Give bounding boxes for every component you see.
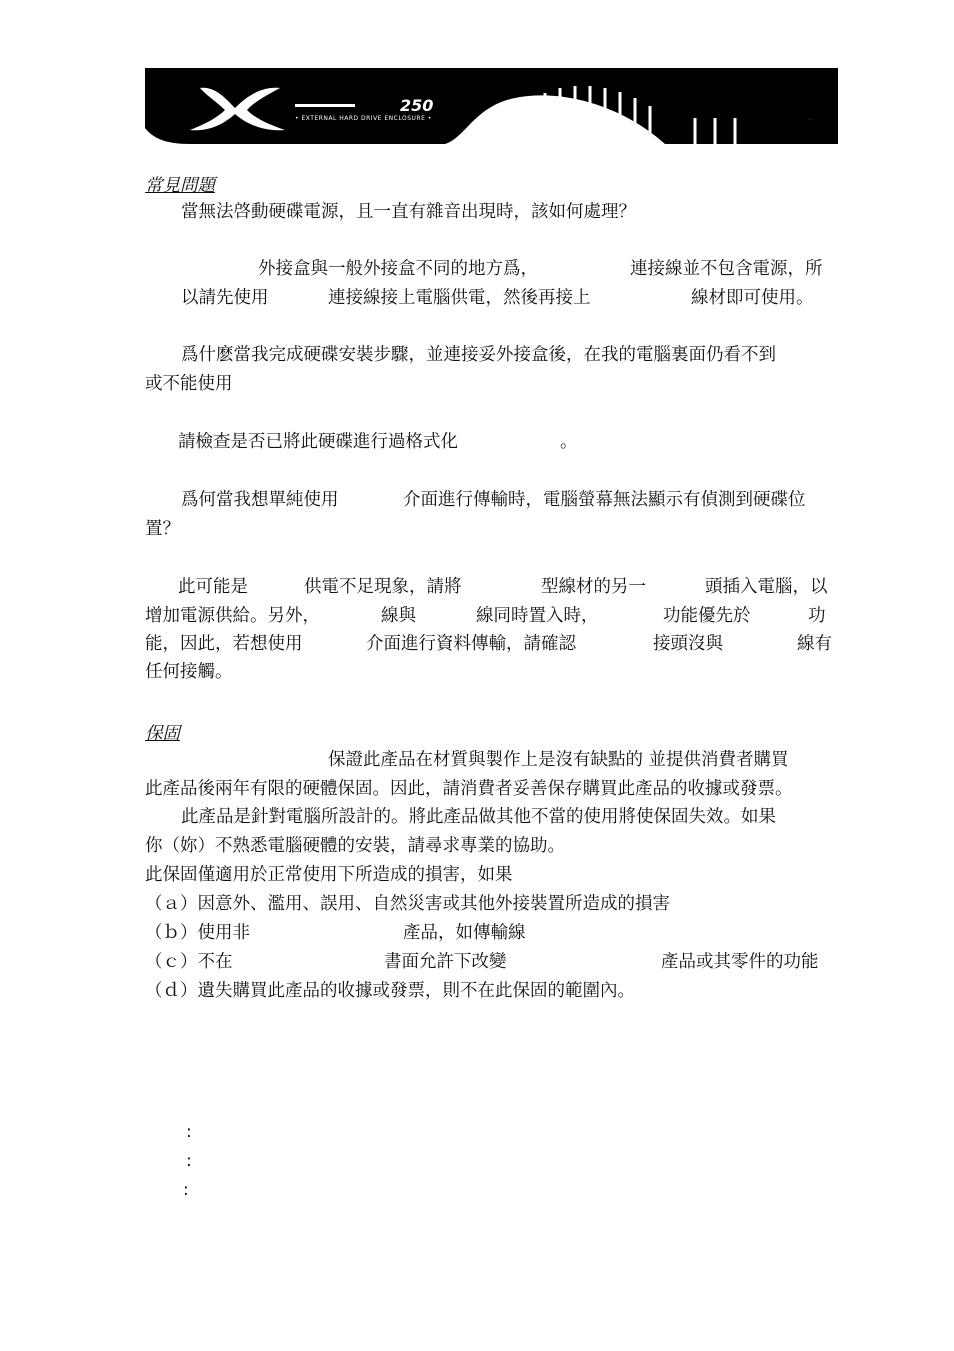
warranty-item-b: 產品，如傳輸線 [403,923,526,943]
faq-answer-1: 連接線接上電腦供電，然後再接上 [328,288,591,308]
faq-answer-3: 能，因此，若想使用 [145,634,303,654]
faq-question-3: 介面進行傳輸時，電腦螢幕無法顯示有偵測到硬碟位 [403,490,806,510]
faq-answer-1: 以請先使用 [181,288,269,308]
faq-answer-3: 任何接觸。 [145,662,233,682]
faq-answer-3: 增加電源供給。另外， [145,606,320,626]
faq-answer-3: 型線材的另一 [541,577,646,597]
warranty-paragraph: 此產品後兩年有限的硬體保固。因此，請消費者妥善保存購買此產品的收據或發票。 [145,779,793,799]
faq-answer-3: 頭插入電腦，以 [705,577,828,597]
faq-answer-3: 此可能是 [178,577,248,597]
logo-subtitle: • EXTERNAL HARD DRIVE ENCLOSURE • [295,115,432,122]
faq-question-2: 爲什麽當我完成硬碟安裝步驟，並連接妥外接盒後，在我的電腦裏面仍看不到 [181,345,776,365]
contact-colon: : [183,1180,189,1200]
faq-question-2: 或不能使用 [145,374,233,394]
faq-answer-1: 外接盒與一般外接盒不同的地方爲， [258,259,538,279]
header-banner [145,68,838,148]
warranty-paragraph: 此產品是針對電腦所設計的。將此產品做其他不當的使用將使保固失效。如果 [181,807,776,827]
faq-answer-3: 功能優先於 [663,606,751,626]
warranty-item-c: （ｃ）不在 [145,952,233,972]
warranty-item-b: （ｂ）使用非 [145,923,250,943]
faq-question-3: 爲何當我想單純使用 [181,490,339,510]
faq-answer-2: 。 [560,432,578,452]
faq-question-1: 當無法啓動硬碟電源，且一直有雜音出現時，該如何處理？ [181,202,636,222]
faq-answer-3: 介面進行資料傳輸，請確認 [366,634,576,654]
logo-text: 250 [400,96,434,115]
contact-colon: : [186,1122,192,1142]
faq-answer-3: 功 [808,606,826,626]
faq-question-3: 置？ [145,519,180,539]
warranty-title: 保固 [145,724,180,744]
warranty-item-c: 書面允許下改變 [384,952,507,972]
warranty-paragraph: 你（妳）不熟悉電腦硬體的安裝，請尋求專業的協助。 [145,836,565,856]
faq-answer-2: 請檢查是否已將此硬碟進行過格式化 [178,432,458,452]
faq-answer-3: 接頭沒與 [653,634,723,654]
faq-answer-3: 供電不足現象，請將 [304,577,462,597]
faq-answer-3: 線有 [797,634,832,654]
language-tag: 中文 [760,95,816,126]
warranty-paragraph: 此保固僅適用於正常使用下所造成的損害，如果 [145,865,513,885]
faq-title: 常見問題 [145,176,215,196]
warranty-item-d: （ｄ）遺失購買此產品的收據或發票，則不在此保固的範圍內。 [145,981,635,1001]
faq-answer-3: 線同時置入時， [476,606,599,626]
faq-answer-1: 連接線並不包含電源，所 [630,259,823,279]
faq-answer-1: 線材即可使用。 [691,288,814,308]
faq-answer-3: 線與 [381,606,416,626]
contact-colon: : [186,1151,192,1171]
warranty-paragraph: 保證此產品在材質與製作上是沒有缺點的 並提供消費者購買 [328,750,789,770]
warranty-item-c: 產品或其零件的功能 [661,952,819,972]
warranty-item-a: （ａ）因意外、濫用、誤用、自然災害或其他外接裝置所造成的損害 [145,894,670,914]
